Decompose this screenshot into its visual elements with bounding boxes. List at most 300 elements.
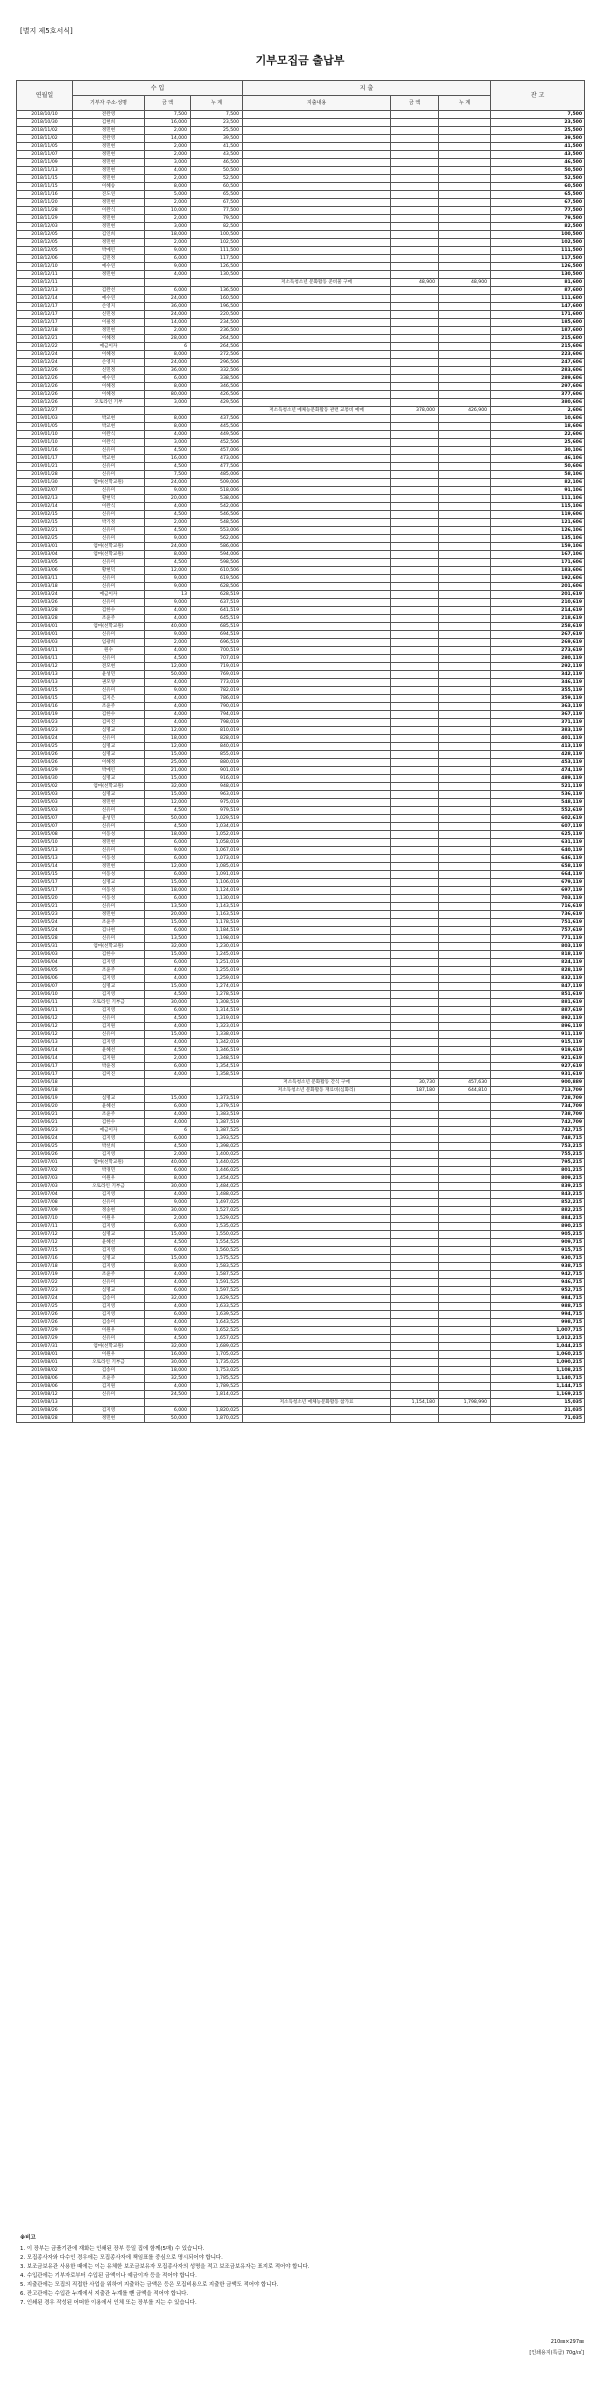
cell-donor: 정민현 [73,799,145,807]
header-balance: 잔 고 [491,81,585,111]
cell-date: 2019/06/07 [17,983,73,991]
cell-balance: 738,709 [491,1111,585,1119]
cell-date: 2019/07/16 [17,1255,73,1263]
table-row [17,1335,585,1343]
cell-expense-cumulative [439,1319,491,1327]
cell-amount: 8,000 [145,383,191,391]
cell-balance: 803,119 [491,943,585,951]
cell-expense-content [243,855,391,863]
cell-expense-cumulative [439,239,491,247]
cell-amount: 4,500 [145,1239,191,1247]
cell-expense-cumulative [439,1255,491,1263]
cell-expense-content [243,327,391,335]
cell-date: 2018/11/29 [17,215,73,223]
cell-expense-cumulative [439,231,491,239]
cell-amount: 4,500 [145,463,191,471]
table-row [17,1311,585,1319]
cell-cumulative: 645,519 [191,615,243,623]
cell-expense-content [243,247,391,255]
cell-expense-amount [391,311,439,319]
cell-balance: 187,600 [491,327,585,335]
table-row [17,511,585,519]
cell-expense-amount [391,879,439,887]
cell-expense-content [243,119,391,127]
cell-expense-amount [391,383,439,391]
table-row [17,623,585,631]
cell-balance: 121,606 [491,519,585,527]
cell-cumulative: 773,019 [191,679,243,687]
cell-expense-cumulative [439,263,491,271]
cell-expense-content [243,567,391,575]
cell-balance: 413,119 [491,743,585,751]
cell-date: 2018/10/10 [17,111,73,119]
cell-cumulative: 457,006 [191,447,243,455]
cell-date: 2019/05/14 [17,863,73,871]
cell-cumulative: 1,230,019 [191,943,243,951]
cell-expense-content [243,671,391,679]
table-row [17,415,585,423]
cell-expense-cumulative [439,927,491,935]
cell-amount: 6,000 [145,895,191,903]
cell-expense-cumulative [439,583,491,591]
cell-balance: 273,619 [491,647,585,655]
cell-expense-cumulative [439,135,491,143]
table-row [17,775,585,783]
cell-expense-amount [391,743,439,751]
header-expense-cumulative: 누 계 [439,96,491,111]
cell-cumulative: 1,163,519 [191,911,243,919]
cell-expense-content [243,1255,391,1263]
table-row [17,119,585,127]
table-row [17,943,585,951]
cell-expense-cumulative [439,855,491,863]
cell-expense-content [243,1095,391,1103]
cell-donor: 신유미 [73,735,145,743]
cell-cumulative: 916,019 [191,775,243,783]
cell-expense-cumulative [439,967,491,975]
cell-expense-content [243,1039,391,1047]
table-row [17,919,585,927]
table-row [17,679,585,687]
table-row [17,951,585,959]
cell-cumulative: 234,500 [191,319,243,327]
cell-cumulative: 1,354,519 [191,1063,243,1071]
cell-expense-amount [391,871,439,879]
cell-amount: 2,000 [145,199,191,207]
cell-cumulative: 1,398,025 [191,1143,243,1151]
cell-date: 2019/06/18 [17,1087,73,1095]
cell-expense-amount [391,159,439,167]
cell-date: 2019/02/14 [17,503,73,511]
cell-amount: 15,000 [145,951,191,959]
cell-expense-amount [391,1151,439,1159]
cell-balance: 346,119 [491,679,585,687]
table-row [17,1079,585,1087]
cell-balance: 46,106 [491,455,585,463]
cell-expense-cumulative [439,695,491,703]
cell-expense-cumulative [439,815,491,823]
table-row [17,1415,585,1423]
cell-expense-cumulative [439,1023,491,1031]
cell-amount: 6,000 [145,1167,191,1175]
cell-cumulative: 794,019 [191,711,243,719]
table-row [17,879,585,887]
cell-cumulative [191,1399,243,1407]
cell-balance: 117,500 [491,255,585,263]
cell-date: 2019/06/18 [17,1079,73,1087]
cell-date: 2019/08/12 [17,1391,73,1399]
cell-balance: 25,500 [491,127,585,135]
cell-expense-amount [391,831,439,839]
cell-expense-amount [391,247,439,255]
cell-date: 2018/11/02 [17,127,73,135]
table-row [17,1255,585,1263]
cell-date: 2019/04/01 [17,623,73,631]
cell-donor: 김송미 [73,1295,145,1303]
cell-donor: 예수연 [73,375,145,383]
cell-date: 2019/07/12 [17,1239,73,1247]
cell-cumulative: 1,575,525 [191,1255,243,1263]
cell-expense-content [243,551,391,559]
cell-balance: 1,060,215 [491,1351,585,1359]
cell-expense-content [243,839,391,847]
cell-balance: 453,119 [491,759,585,767]
cell-cumulative: 1,560,525 [191,1247,243,1255]
cell-expense-amount [391,943,439,951]
cell-expense-amount [391,815,439,823]
cell-balance: 23,500 [491,119,585,127]
cell-amount: 18,000 [145,831,191,839]
cell-donor: 심명교 [73,1231,145,1239]
cell-amount: 24,000 [145,543,191,551]
table-row [17,1015,585,1023]
cell-amount: 3,000 [145,159,191,167]
cell-expense-cumulative [439,1295,491,1303]
cell-expense-amount [391,503,439,511]
cell-amount: 2,000 [145,239,191,247]
cell-date: 2019/01/10 [17,439,73,447]
cell-expense-cumulative [439,1263,491,1271]
table-row [17,991,585,999]
cell-donor: 김지영 [73,1007,145,1015]
ledger-table-wrap [16,80,584,1423]
cell-balance: 521,119 [491,783,585,791]
cell-balance: 15,035 [491,1399,585,1407]
cell-cumulative: 1,085,019 [191,863,243,871]
cell-date: 2018/11/28 [17,207,73,215]
cell-cumulative: 1,106,019 [191,879,243,887]
cell-date: 2019/01/03 [17,415,73,423]
cell-date: 2019/05/08 [17,831,73,839]
cell-expense-amount [391,511,439,519]
cell-cumulative: 509,006 [191,479,243,487]
cell-cumulative: 1,346,519 [191,1047,243,1055]
cell-expense-content [243,1103,391,1111]
cell-expense-amount [391,1327,439,1335]
cell-balance: 946,715 [491,1279,585,1287]
cell-cumulative: 553,006 [191,527,243,535]
table-row [17,591,585,599]
cell-cumulative: 1,251,019 [191,959,243,967]
cell-amount: 15,000 [145,879,191,887]
cell-cumulative: 126,500 [191,263,243,271]
cell-expense-content [243,919,391,927]
cell-expense-amount [391,719,439,727]
cell-date: 2018/12/24 [17,359,73,367]
cell-expense-cumulative [439,1335,491,1343]
cell-expense-cumulative [439,1303,491,1311]
cell-balance: 881,619 [491,999,585,1007]
cell-balance: 607,119 [491,823,585,831]
cell-date: 2019/03/04 [17,551,73,559]
cell-amount: 4,500 [145,511,191,519]
cell-cumulative: 7,500 [191,111,243,119]
cell-expense-cumulative [439,879,491,887]
cell-balance: 50,500 [491,167,585,175]
cell-expense-amount [391,191,439,199]
cell-expense-cumulative [439,119,491,127]
cell-expense-amount [391,863,439,871]
cell-date: 2019/08/02 [17,1367,73,1375]
cell-date: 2019/07/03 [17,1175,73,1183]
cell-balance: 809,215 [491,1175,585,1183]
cell-balance: 536,119 [491,791,585,799]
cell-cumulative: 52,500 [191,175,243,183]
cell-balance: 367,119 [491,711,585,719]
cell-date: 2019/02/25 [17,535,73,543]
cell-balance: 283,606 [491,367,585,375]
cell-expense-cumulative [439,1207,491,1215]
cell-expense-cumulative [439,527,491,535]
cell-amount: 2,000 [145,151,191,159]
cell-date: 2018/12/03 [17,223,73,231]
cell-amount: 15,000 [145,1095,191,1103]
cell-expense-amount [391,463,439,471]
cell-date: 2018/11/02 [17,135,73,143]
cell-date: 2019/04/24 [17,735,73,743]
table-row [17,439,585,447]
cell-donor: 신유미 [73,1199,145,1207]
table-row [17,1119,585,1127]
cell-date: 2018/12/17 [17,303,73,311]
table-row [17,255,585,263]
cell-amount: 4,000 [145,1039,191,1047]
cell-cumulative: 346,506 [191,383,243,391]
table-row [17,295,585,303]
cell-cumulative: 810,019 [191,727,243,735]
cell-donor: 김송미 [73,1319,145,1327]
table-row [17,303,585,311]
cell-expense-content [243,575,391,583]
cell-date: 2018/12/11 [17,279,73,287]
cell-expense-content [243,111,391,119]
table-row [17,175,585,183]
cell-expense-amount [391,951,439,959]
cell-date: 2019/05/24 [17,927,73,935]
cell-donor: 오토라인 기부금 [73,1183,145,1191]
cell-cumulative: 1,342,019 [191,1039,243,1047]
cell-amount: 18,000 [145,735,191,743]
cell-date: 2018/12/26 [17,399,73,407]
cell-expense-amount [391,399,439,407]
cell-date: 2019/07/19 [17,1271,73,1279]
cell-expense-amount [391,1367,439,1375]
cell-donor: 권모양 [73,679,145,687]
cell-expense-content [243,591,391,599]
cell-expense-content [243,1223,391,1231]
cell-cumulative: 1,245,019 [191,951,243,959]
cell-expense-amount [391,1279,439,1287]
cell-donor: 박교현 [73,415,145,423]
cell-expense-cumulative [439,711,491,719]
cell-amount: 6,000 [145,1247,191,1255]
table-row [17,479,585,487]
cell-date: 2019/08/06 [17,1383,73,1391]
cell-expense-amount [391,703,439,711]
cell-expense-cumulative [439,111,491,119]
table-row [17,1031,585,1039]
cell-expense-content [243,1367,391,1375]
cell-date: 2019/08/01 [17,1351,73,1359]
cell-donor: 윤성민 [73,671,145,679]
cell-expense-amount [391,287,439,295]
cell-expense-cumulative [439,935,491,943]
cell-donor: 신유미 [73,903,145,911]
cell-balance: 383,119 [491,727,585,735]
cell-balance: 119,606 [491,511,585,519]
cell-cumulative: 1,735,025 [191,1359,243,1367]
cell-cumulative: 610,506 [191,567,243,575]
cell-balance: 952,715 [491,1287,585,1295]
cell-expense-cumulative [439,271,491,279]
cell-expense-cumulative [439,607,491,615]
cell-expense-cumulative [439,703,491,711]
cell-expense-content [243,511,391,519]
cell-expense-cumulative [439,1351,491,1359]
cell-balance: 258,619 [491,623,585,631]
table-row [17,903,585,911]
cell-expense-amount [391,847,439,855]
cell-balance: 111,600 [491,295,585,303]
table-row [17,111,585,119]
cell-amount: 4,000 [145,271,191,279]
cell-expense-content [243,1415,391,1423]
cell-date: 2019/04/15 [17,695,73,703]
cell-amount: 4,000 [145,1303,191,1311]
cell-expense-amount [391,175,439,183]
cell-expense-amount [391,1359,439,1367]
table-row [17,1383,585,1391]
cell-expense-content [243,935,391,943]
cell-amount: 36,000 [145,303,191,311]
cell-expense-cumulative [439,1215,491,1223]
cell-date: 2019/08/26 [17,1407,73,1415]
cell-cumulative: 1,308,519 [191,999,243,1007]
cell-date: 2018/12/10 [17,263,73,271]
cell-amount: 4,500 [145,991,191,999]
cell-amount: 4,500 [145,1047,191,1055]
cell-donor: 이혜정 [73,335,145,343]
cell-expense-content [243,415,391,423]
cell-expense-amount [391,255,439,263]
cell-expense-content [243,1191,391,1199]
cell-donor: 김지영 [73,975,145,983]
cell-donor: 신민정 [73,367,145,375]
cell-donor: 신유미 [73,599,145,607]
table-row [17,1375,585,1383]
cell-date: 2019/07/29 [17,1335,73,1343]
cell-balance: 41,500 [491,143,585,151]
cell-amount: 2,000 [145,639,191,647]
cell-expense-cumulative [439,319,491,327]
cell-donor: 신유미 [73,1391,145,1399]
table-row [17,911,585,919]
cell-cumulative: 25,500 [191,127,243,135]
cell-amount [145,1087,191,1095]
cell-expense-content [243,599,391,607]
cell-expense-cumulative [439,351,491,359]
table-row [17,983,585,991]
cell-expense-content [243,903,391,911]
table-row [17,687,585,695]
cell-cumulative: 1,597,525 [191,1287,243,1295]
table-row [17,1327,585,1335]
cell-balance: 87,600 [491,287,585,295]
cell-expense-content [243,1343,391,1351]
cell-date: 2018/12/24 [17,351,73,359]
cell-expense-amount [391,783,439,791]
cell-balance: 548,119 [491,799,585,807]
cell-cumulative: 100,500 [191,231,243,239]
cell-expense-amount [391,295,439,303]
cell-expense-content [243,311,391,319]
cell-balance: 818,119 [491,951,585,959]
cell-amount: 4,500 [145,1015,191,1023]
cell-balance: 50,606 [491,463,585,471]
cell-expense-amount [391,335,439,343]
cell-expense-cumulative [439,295,491,303]
cell-amount: 4,500 [145,1335,191,1343]
cell-expense-cumulative [439,423,491,431]
cell-expense-content [243,783,391,791]
cell-expense-content [243,1215,391,1223]
cell-expense-cumulative [439,1111,491,1119]
cell-expense-cumulative [439,471,491,479]
table-row [17,271,585,279]
table-row [17,343,585,351]
cell-cumulative: 1,820,025 [191,1407,243,1415]
cell-donor: 신유미 [73,463,145,471]
cell-balance: 896,119 [491,1023,585,1031]
cell-expense-amount [391,231,439,239]
cell-expense-amount [391,447,439,455]
cell-date: 2019/07/08 [17,1199,73,1207]
cell-amount: 10,000 [145,207,191,215]
cell-expense-cumulative [439,1063,491,1071]
cell-expense-content [243,727,391,735]
cell-expense-cumulative [439,167,491,175]
cell-expense-cumulative [439,783,491,791]
cell-donor: 심명교 [73,727,145,735]
cell-expense-cumulative: 644,810 [439,1087,491,1095]
cell-balance: 646,119 [491,855,585,863]
cell-donor: 황현덕 [73,495,145,503]
cell-expense-amount [391,575,439,583]
cell-donor: 심명교 [73,751,145,759]
table-row [17,263,585,271]
cell-date: 2018/11/15 [17,175,73,183]
cell-donor: 김민정 [73,255,145,263]
